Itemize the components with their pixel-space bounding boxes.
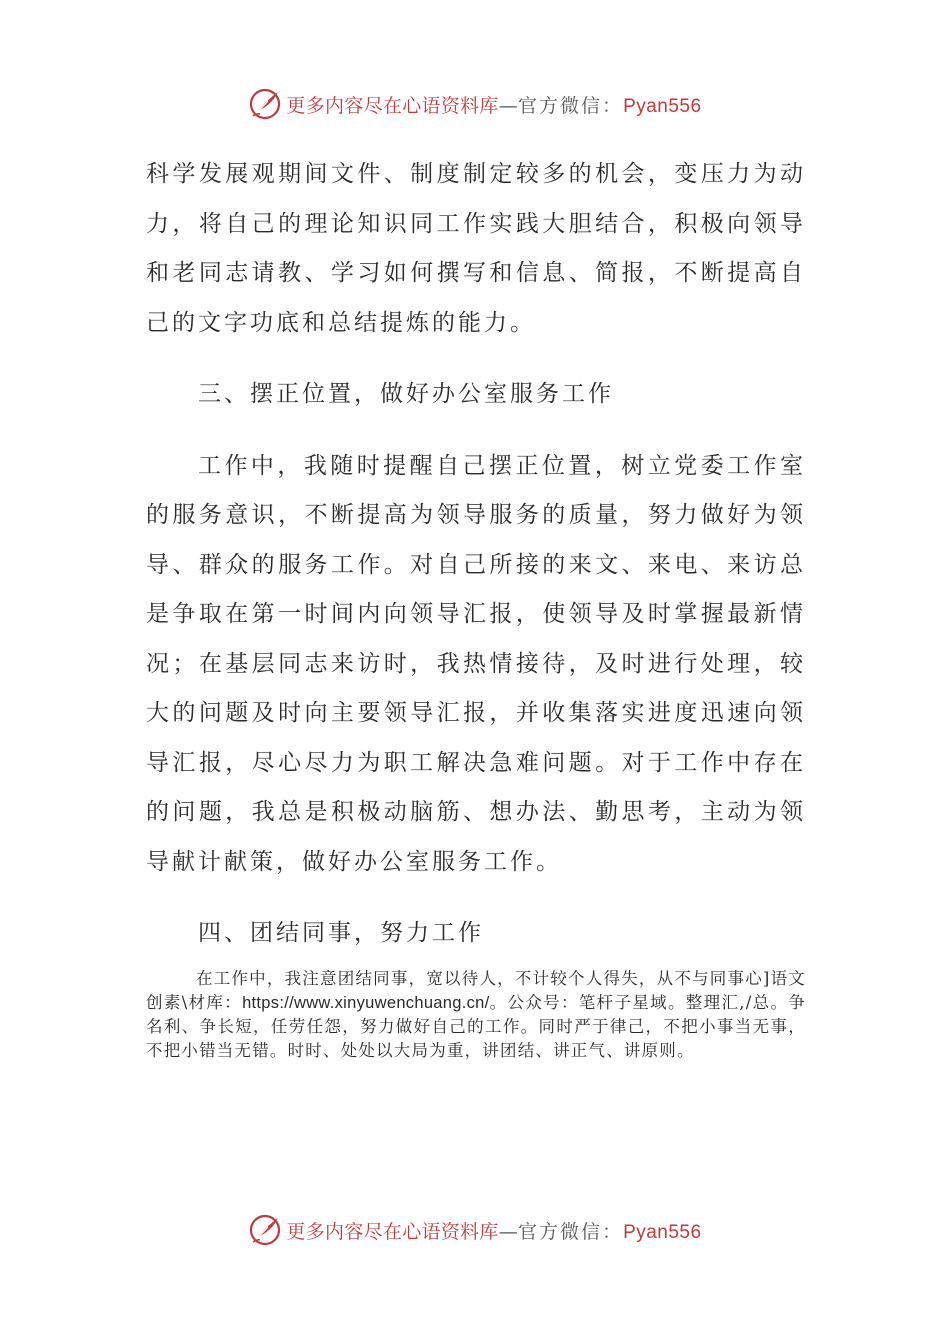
banner-brand: 更多内容尽在心语资料库 xyxy=(286,94,499,117)
quill-logo-icon xyxy=(248,87,282,121)
header-banner xyxy=(0,84,950,124)
banner-account: Pyan556 xyxy=(623,1221,702,1243)
banner-label: 官方微信： xyxy=(518,1220,624,1243)
banner-label: 官方微信： xyxy=(518,94,624,117)
small-paragraph-text: 在工作中，我注意团结同事，宽以待人，不计较个人得失，从不与同事心]语文创素\材库： xyxy=(146,968,806,1012)
section-heading: 四、团结同事，努力工作 xyxy=(198,920,484,946)
banner-account: Pyan556 xyxy=(623,95,702,117)
small-paragraph-text: 。公众号：笔杆子星域。整理汇,/总。争名利、争长短，任劳任怨，努力做好自己的工作。同时严于律己，不把小事当无事，不把小错当无错。时时、处处以大局为重，讲团结、讲正气、讲原则。 xyxy=(146,992,807,1060)
quill-logo-icon xyxy=(248,1213,282,1247)
banner-brand: 更多内容尽在心语资料库 xyxy=(286,1220,499,1243)
body-paragraph: 工作中，我随时提醒自己摆正位置，树立党委工作室的服务意识，不断提高为领导服务的质量，努力做好为领导、群众的服务工作。对自己所接的来文、来电、来访总是争取在第一时间内向领导汇报，使领导及时掌握最新情况；在基层同志来访时，我热情接待，及时进行处理，较大的问题及时向主要领导汇报，并收集落实进度迅速向领导汇报，尽心尽力为职工解决急难问题。对于工作中存在的问题，我总是积极动脑筋、想办法、勤思考，主动为领导献计献策，做好办公室服务工作。 xyxy=(146,452,806,875)
small-paragraph xyxy=(146,967,806,1063)
banner-text xyxy=(286,1217,701,1244)
banner-text xyxy=(286,91,701,118)
banner-separator: — xyxy=(498,1220,519,1243)
source-url: https://www.xinyuwenchuang.cn/ xyxy=(242,993,490,1012)
body-paragraph: 科学发展观期间文件、制度制定较多的机会，变压力为动力，将自己的理论知识同工作实践大胆结合，积极向领导和老同志请教、学习如何撰写和信息、简报，不断提高自己的文字功底和总结提炼的能力。 xyxy=(146,161,806,336)
document-body xyxy=(146,150,806,1063)
section-heading: 三、摆正位置，做好办公室服务工作 xyxy=(198,381,614,407)
footer-banner xyxy=(0,1210,950,1250)
banner-separator: — xyxy=(498,94,519,117)
